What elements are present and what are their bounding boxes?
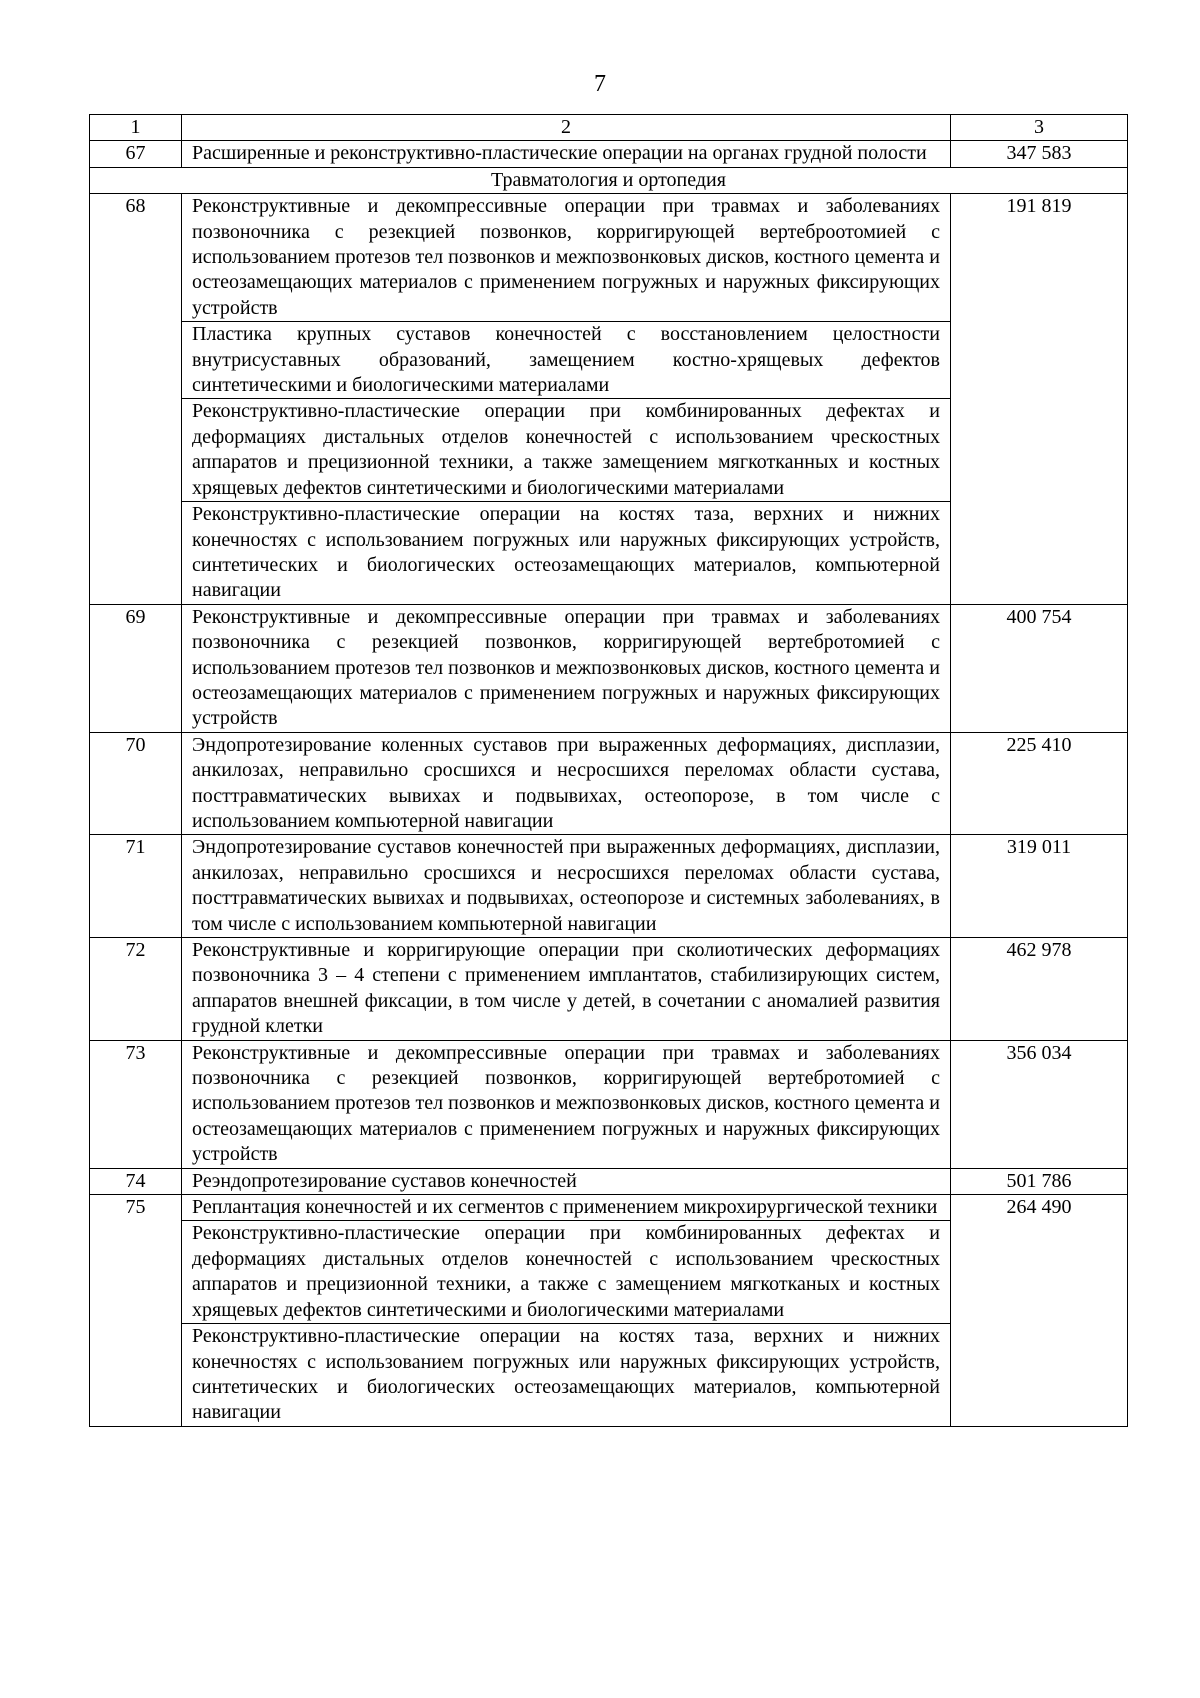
row-number: 67 xyxy=(90,141,182,167)
section-title: Травматология и ортопедия xyxy=(90,167,1128,193)
header-col-2: 2 xyxy=(182,115,951,141)
row-description: Пластика крупных суставов конечностей с восстановлением целостности внутрисуставных образований, замещением костно-хрящевых дефектов синтетическими и биологическими материалами xyxy=(182,322,951,399)
row-description: Реэндопротезирование суставов конечностей xyxy=(182,1168,951,1194)
row-cost: 191 819 xyxy=(951,194,1128,605)
table-row xyxy=(90,604,1128,732)
row-number: 74 xyxy=(90,1168,182,1194)
row-number: 69 xyxy=(90,604,182,732)
table-row xyxy=(90,732,1128,835)
row-cost: 264 490 xyxy=(951,1195,1128,1427)
table-row xyxy=(90,835,1128,938)
row-description: Реконструктивно-пластические операции на костях таза, верхних и нижних конечностях с использованием погружных или наружных фиксирующих устройств, синтетических и биологических остеозамещающих материалов, компьютерной навигации xyxy=(182,1324,951,1427)
page-number: 7 xyxy=(594,71,606,97)
row-description: Реконструктивно-пластические операции при комбинированных дефектах и деформациях дистальных отделов конечностей с использованием чрескостных аппаратов и прецизионной техники, а также замещением мягкотканных и костных хрящевых дефектов синтетическими и биологическими материалами xyxy=(182,399,951,502)
table-row xyxy=(90,194,1128,322)
table-row xyxy=(90,1040,1128,1168)
row-description: Эндопротезирование коленных суставов при выраженных деформациях, дисплазии, анкилозах, неправильно сросшихся и несросшихся переломах области сустава, посттравматических вывихах и подвывихах, остеопорозе, в том числе с использованием компьютерной навигации xyxy=(182,732,951,835)
row-number: 73 xyxy=(90,1040,182,1168)
row-description: Расширенные и реконструктивно-пластические операции на органах грудной полости xyxy=(182,141,951,167)
table-row xyxy=(90,141,1128,167)
row-number: 71 xyxy=(90,835,182,938)
row-cost: 347 583 xyxy=(951,141,1128,167)
row-cost: 225 410 xyxy=(951,732,1128,835)
row-number: 68 xyxy=(90,194,182,605)
row-description: Реконструктивные и корригирующие операции при сколиотических деформациях позвоночника 3 – 4 степени с применением имплантатов, стабилизирующих систем, аппаратов внешней фиксации, в том числе у детей, в сочетании с аномалией развития грудной клетки xyxy=(182,938,951,1041)
row-description: Реконструктивные и декомпрессивные операции при травмах и заболеваниях позвоночника с резекцией позвонков, корригирующей вертебротомией с использованием протезов тел позвонков и межпозвонковых дисков, костного цемента и остеозамещающих материалов с применением погружных и наружных фиксирующих устройств xyxy=(182,1040,951,1168)
row-number: 72 xyxy=(90,938,182,1041)
table-header-row xyxy=(90,115,1128,141)
section-row xyxy=(90,167,1128,193)
row-description: Реконструктивные и декомпрессивные операции при травмах и заболеваниях позвоночника с резекцией позвонков, корригирующей вертеброотомией с использованием протезов тел позвонков и межпозвонковых дисков, костного цемента и остеозамещающих материалов с применением погружных и наружных фиксирующих устройств xyxy=(182,194,951,322)
row-cost: 462 978 xyxy=(951,938,1128,1041)
row-number: 75 xyxy=(90,1195,182,1427)
row-cost: 400 754 xyxy=(951,604,1128,732)
row-description: Эндопротезирование суставов конечностей при выраженных деформациях, дисплазии, анкилозах, неправильно сросшихся и несросшихся переломах области сустава, посттравматических вывихах и подвывихах, остеопорозе и системных заболеваниях, в том числе с использованием компьютерной навигации xyxy=(182,835,951,938)
table-row xyxy=(90,1195,1128,1221)
row-description: Реконструктивно-пластические операции на костях таза, верхних и нижних конечностях с использованием погружных или наружных фиксирующих устройств, синтетических и биологических остеозамещающих материалов, компьютерной навигации xyxy=(182,502,951,605)
table-row xyxy=(90,1168,1128,1194)
row-number: 70 xyxy=(90,732,182,835)
price-table xyxy=(89,114,1128,1427)
table-row xyxy=(90,938,1128,1041)
row-description: Реконструктивные и декомпрессивные операции при травмах и заболеваниях позвоночника с резекцией позвонков, корригирующей вертебротомией с использованием протезов тел позвонков и межпозвонковых дисков, костного цемента и остеозамещающих материалов с применением погружных и наружных фиксирующих устройств xyxy=(182,604,951,732)
row-description: Реплантация конечностей и их сегментов с применением микрохирургической техники xyxy=(182,1195,951,1221)
row-cost: 319 011 xyxy=(951,835,1128,938)
row-cost: 356 034 xyxy=(951,1040,1128,1168)
row-description: Реконструктивно-пластические операции при комбинированных дефектах и деформациях дистальных отделов конечностей с использованием чрескостных аппаратов и прецизионной техники, а также с замещением мягкотканых и костных хрящевых дефектов синтетическими и биологическими материалами xyxy=(182,1221,951,1324)
row-cost: 501 786 xyxy=(951,1168,1128,1194)
header-col-3: 3 xyxy=(951,115,1128,141)
header-col-1: 1 xyxy=(90,115,182,141)
